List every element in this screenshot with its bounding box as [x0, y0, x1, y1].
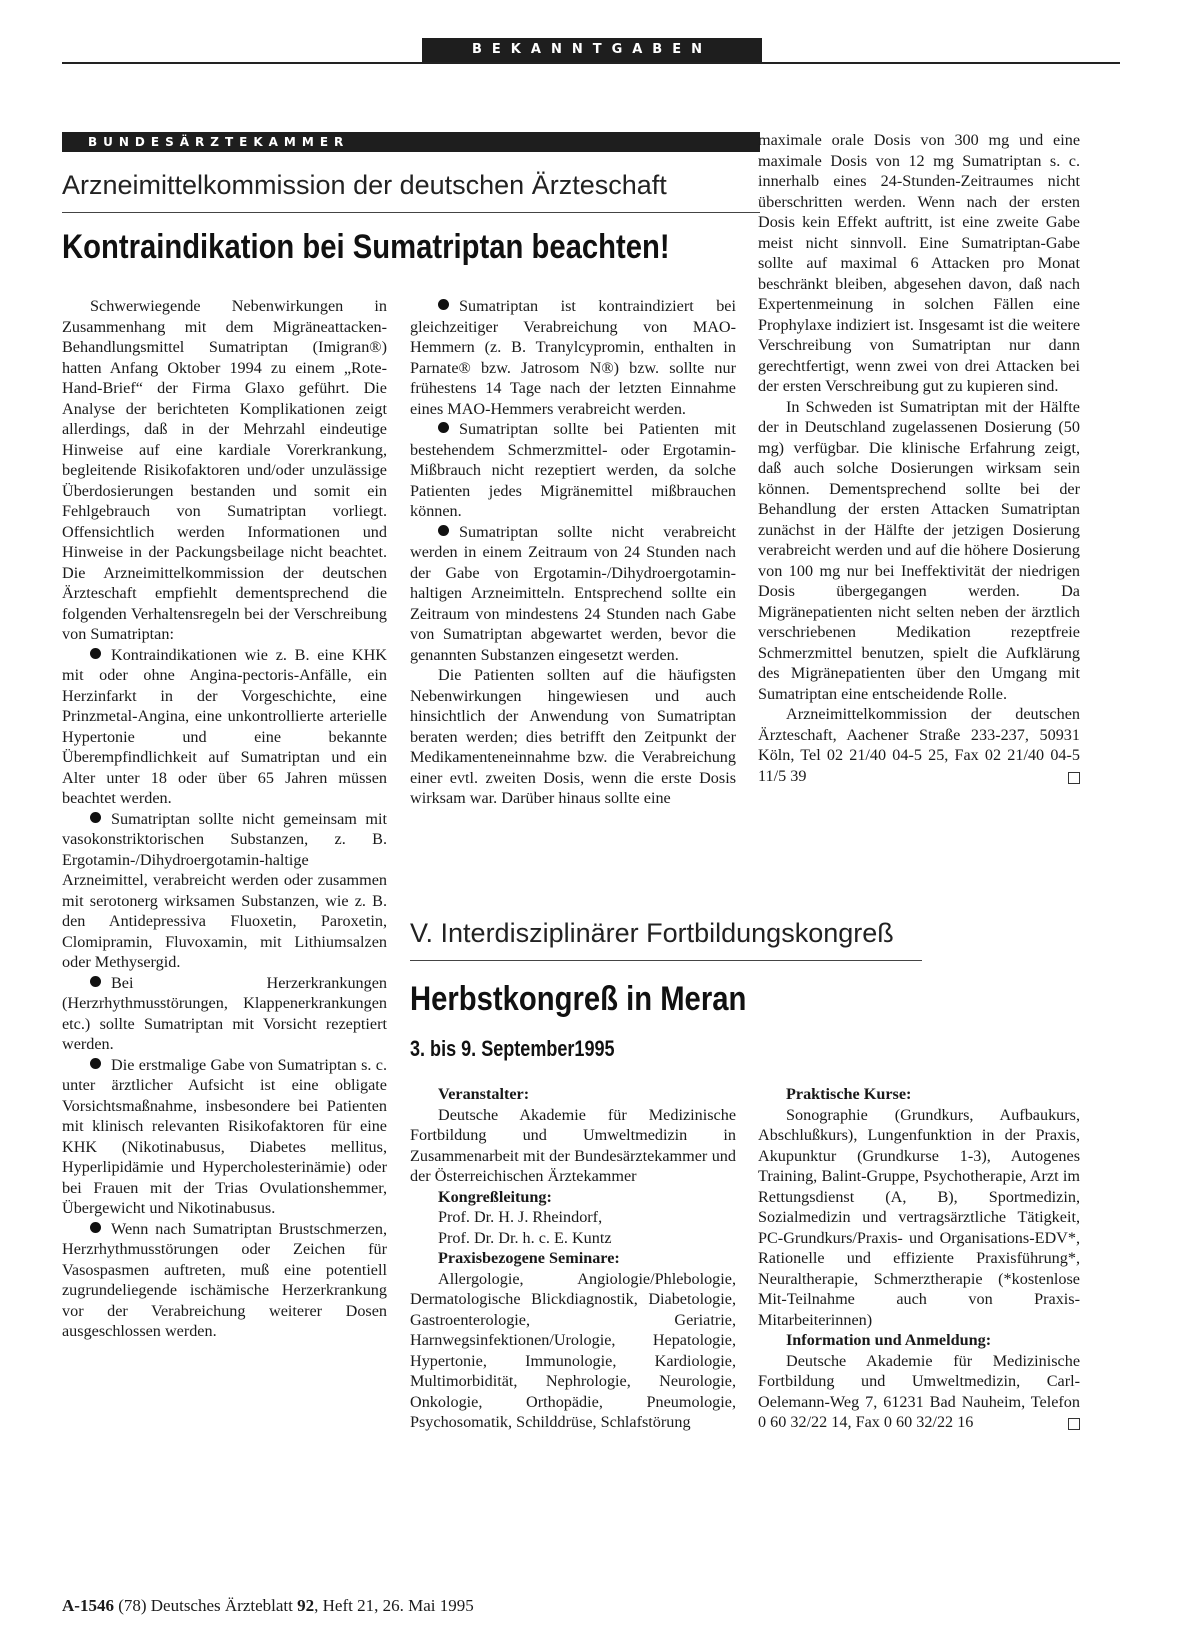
bullet-item [62, 1055, 387, 1219]
article2-kicker-rule [410, 960, 922, 961]
page-number: A-1546 [62, 1596, 114, 1615]
bullet-text: Sumatriptan sollte bei Patienten mit bestehendem Schmerzmittel- oder Ergotamin-Mißbrauch nicht rezeptiert werden, da solche Patienten jedes Migränemittel mißbrauchen können. [410, 420, 736, 520]
bullet-icon [438, 422, 449, 433]
article1-kicker-rule [62, 212, 760, 213]
article2-dates: 3. bis 9. September1995 [410, 1036, 615, 1061]
signature-paragraph [758, 704, 1080, 786]
organizer-text: Deutsche Akademie für Medizinische Fortbildung und Umweltmedizin in Zusammenarbeit mit der Bundesärztekammer und der Österreichischen Ärztekammer [410, 1105, 736, 1185]
article1-column-2 [410, 296, 736, 809]
organizer-label: Veranstalter: [438, 1085, 530, 1103]
paragraph: maximale orale Dosis von 300 mg und eine maximale Dosis von 12 mg Sumatriptan s. c. innerhalb eines 24-Stunden-Zeitraumes nicht überschritten werden. Wenn nach der ersten Dosis kein Effekt auftritt, ist eine zweite Gabe meist nicht sinnvoll. Eine Sumatriptan-Gabe sollte auf maximal 6 Attacken pro Monat beschränkt bleiben, abgesehen davon, daß nach Expertenmeinung in solchen Fällen eine Prophylaxe indiziert ist. Insgesamt ist die weitere Verschreibung von Sumatriptan nur dann gerechtfertigt, wenn zwei von drei Attacken bei der ersten Verschreibung gut zu kupieren sind. [758, 131, 1080, 395]
article1-column-1 [62, 296, 387, 1342]
end-mark-icon [1068, 1418, 1080, 1430]
bullet-text: Wenn nach Sumatriptan Brustschmerzen, Herzrhythmusstörungen oder Zeichen für Vasospasmen auftreten, muß eine potentiell zugrundeliegende ischämische Herzerkrankung vor der Verabreichung weiterer Dosen ausgeschlossen werden. [62, 1219, 387, 1340]
bullet-item [62, 645, 387, 809]
bullet-text: Sumatriptan sollte nicht gemeinsam mit vasokonstriktorischen Substanzen, z. B. Ergotamin-/Dihydroergotamin-haltige Arzneimittel, verabreicht werden oder zusammen mit serotonerg wirksamen Substanzen, wie z. B. den Antidepressiva Fluoxetin, Paroxetin, Clomipramin, Fluvoxamin, mit Lithiumsalzen oder Methysergid. [62, 809, 387, 971]
bullet-item [410, 522, 736, 666]
bullet-icon [90, 976, 101, 987]
end-mark-icon [1068, 772, 1080, 784]
volume-number: 92 [297, 1596, 315, 1615]
paragraph: In Schweden ist Sumatriptan mit der Hälfte der in Deutschland zugelassenen Dosierung (50 mg) verfügbar. Die klinische Erfahrung zeigt, daß auch solche Dosierungen wirksam sein können. Dementsprechend sollte bei der Behandlung der ersten Attacken Sumatriptan zunächst in der Hälfte der jetzigen Dosierung verabreicht werden und auf die höhere Dosierung von 100 mg nur bei Ineffektivität der niedrigen Dosis übergegangen werden. Da Migränepatienten nicht selten neben der ärztlich verschriebenen Medikation rezeptfreie Schmerzmittel benutzen, spielt die Aufklärung des Migränepatienten über den Umgang mit Sumatriptan eine entscheidende Rolle. [758, 397, 1080, 703]
bullet-icon [438, 525, 449, 536]
bullet-icon [438, 299, 449, 310]
bullet-text: Sumatriptan sollte nicht verabreicht werden in einem Zeitraum von 24 Stunden nach der Gabe von Ergotamin-/Dihydroergotamin-haltigen Arzneimitteln. Entsprechend sollte ein Zeitraum von mindestens 24 Stunden nach Gabe von Sumatriptan abgewartet werden, bevor die genannten Substanzen eingesetzt werden. [410, 522, 736, 664]
leader-name: Prof. Dr. Dr. h. c. E. Kuntz [438, 1228, 612, 1247]
article2-column-1 [410, 1084, 736, 1433]
info-paragraph [758, 1351, 1080, 1433]
paragraph: Schwerwiegende Nebenwirkungen in Zusammenhang mit dem Migräneattacken-Behandlungsmittel Sumatriptan (Imigran®) hatten Anfang Oktober 1994 zu einem „Rote-Hand-Brief“ der Firma Glaxo geführt. Die Analyse der berichteten Komplikationen zeigt allerdings, daß in der Mehrzahl eindeutige Hinweise auf eine kardiale Vorerkrankung, begleitende Risikofaktoren und/oder unzulässige Überdosierungen bestanden und somit ein Fehlgebrauch von Sumatriptan vorliegt. Offensichtlich werden Informationen und Hinweise in der Packungsbeilage nicht beachtet. Die Arzneimittelkommission der deutschen Ärzteschaft empfiehlt dementsprechend die folgenden Verhaltensregeln bei der Verschreibung von Sumatriptan: [62, 297, 387, 643]
bullet-text: Sumatriptan ist kontraindiziert bei gleichzeitiger Verabreichung von MAO-Hemmern (z. B. Tranylcypromin, enthalten in Parnate® bzw. Jatrosom N®) bzw. sollte nur frühestens 14 Tage nach der letzten Einnahme eines MAO-Hemmers verabreicht werden. [410, 297, 736, 418]
bullet-text: Die erstmalige Gabe von Sumatriptan s. c. unter ärztlicher Aufsicht ist eine obligate Vorsichtsmaßnahme, insbesondere bei Patienten mit klinisch relevanten Risikofaktoren für eine KHK (Nikotinabusus, Diabetes mellitus, Hyperlipidämie und Hypercholesterinämie) oder bei Frauen mit der Trias Ovulationshemmer, Übergewicht und Nikotinabusus. [62, 1055, 387, 1217]
courses-text: Sonographie (Grundkurs, Aufbaukurs, Abschlußkurs), Lungenfunktion in der Praxis, Akupunktur (Grundkurse 1-3), Autogenes Training, Balint-Gruppe, Psychotherapie, Arzt im Rettungsdienst (A, B), Sportmedizin, Sozialmedizin und vertragsärztliche Tätigkeit, PC-Grundkurs/Praxis- und Organisations-EDV*, Rationelle und effiziente Praxisführung*, Neuraltherapie, Schmerztherapie (*kostenlose Mit-Teilnahme auch von Praxis-Mitarbeiterinnen) [758, 1105, 1080, 1329]
info-text: Deutsche Akademie für Medizinische Fortbildung und Umweltmedizin, Carl-Oelemann-Weg 7, 61231 Bad Nauheim, Telefon 0 60 32/22 14, Fax 0 60 32/22 16 [758, 1351, 1080, 1431]
footer-issue: , Heft 21, 26. Mai 1995 [314, 1596, 474, 1615]
seminars-label: Praxisbezogene Seminare: [438, 1249, 620, 1267]
article1-headline: Kontraindikation bei Sumatriptan beachten! [62, 228, 670, 266]
article2-column-2 [758, 1084, 1080, 1433]
leadership-label: Kongreßleitung: [438, 1187, 552, 1206]
bullet-icon [90, 1222, 101, 1233]
article2-headline: Herbstkongreß in Meran [410, 980, 747, 1018]
bullet-item [62, 809, 387, 973]
info-label: Information und Anmeldung: [786, 1331, 992, 1349]
article1-column-3 [758, 130, 1080, 786]
signature-text: Arzneimittelkommission der deutschen Ärzteschaft, Aachener Straße 233-237, 50931 Köln, Tel 02 21/40 04-5 25, Fax 02 21/40 04-5 11/5 39 [758, 705, 1080, 785]
bullet-text: Bei Herzerkrankungen (Herzrhythmusstörungen, Klappenerkrankungen etc.) sollte Sumatriptan mit Vorsicht rezeptiert werden. [62, 973, 387, 1053]
bullet-item [62, 973, 387, 1055]
header-rule [62, 62, 1120, 64]
section-label: BEKANNTGABEN [422, 38, 762, 62]
leader-name: Prof. Dr. H. J. Rheindorf, [438, 1208, 603, 1226]
footer-text: (78) Deutsches Ärzteblatt [113, 1596, 298, 1615]
bullet-item [410, 419, 736, 522]
page-footer [62, 1596, 474, 1616]
bullet-text: Kontraindikationen wie z. B. eine KHK mit oder ohne Angina-pectoris-Anfälle, ein Herzinfarkt in der Vorgeschichte, eine Prinzmetal-Angina, eine unkontrollierte arterielle Hypertonie und eine bekannte Überempfindlichkeit auf Sumatriptan und ein Alter unter 18 oder über 65 Jahren müssen beachtet werden. [62, 645, 387, 807]
bullet-icon [90, 812, 101, 823]
bullet-icon [90, 1058, 101, 1069]
bullet-item [410, 296, 736, 419]
org-bar [62, 132, 760, 152]
article1-kicker: Arzneimittelkommission der deutschen Ärzteschaft [62, 170, 667, 200]
paragraph: Die Patienten sollten auf die häufigsten Nebenwirkungen hingewiesen und auch hinsichtlich der Anwendung von Sumatriptan beraten werden; dies betrifft den Zeitpunkt der Medikamenteneinnahme bzw. die Verabreichung einer evtl. zweiten Dosis, wenn die erste Dosis wirksam war. Darüber hinaus sollte eine [410, 666, 736, 807]
bullet-icon [90, 648, 101, 659]
org-bar-label: BUNDESÄRZTEKAMMER [62, 132, 349, 152]
seminars-text: Allergologie, Angiologie/Phlebologie, Dermatologische Blickdiagnostik, Diabetologie, Gastroenterologie, Geriatrie, Harnwegsinfektionen/Urologie, Hepatologie, Hypertonie, Immunologie, Kardiologie, Multimorbidität, Nephrologie, Neurologie, Onkologie, Orthopädie, Pneumologie, Psychosomatik, Schilddrüse, Schlafstörung [410, 1269, 736, 1431]
courses-label: Praktische Kurse: [786, 1085, 912, 1103]
article2-kicker: V. Interdisziplinärer Fortbildungskongreß [410, 918, 894, 948]
bullet-item [62, 1219, 387, 1342]
